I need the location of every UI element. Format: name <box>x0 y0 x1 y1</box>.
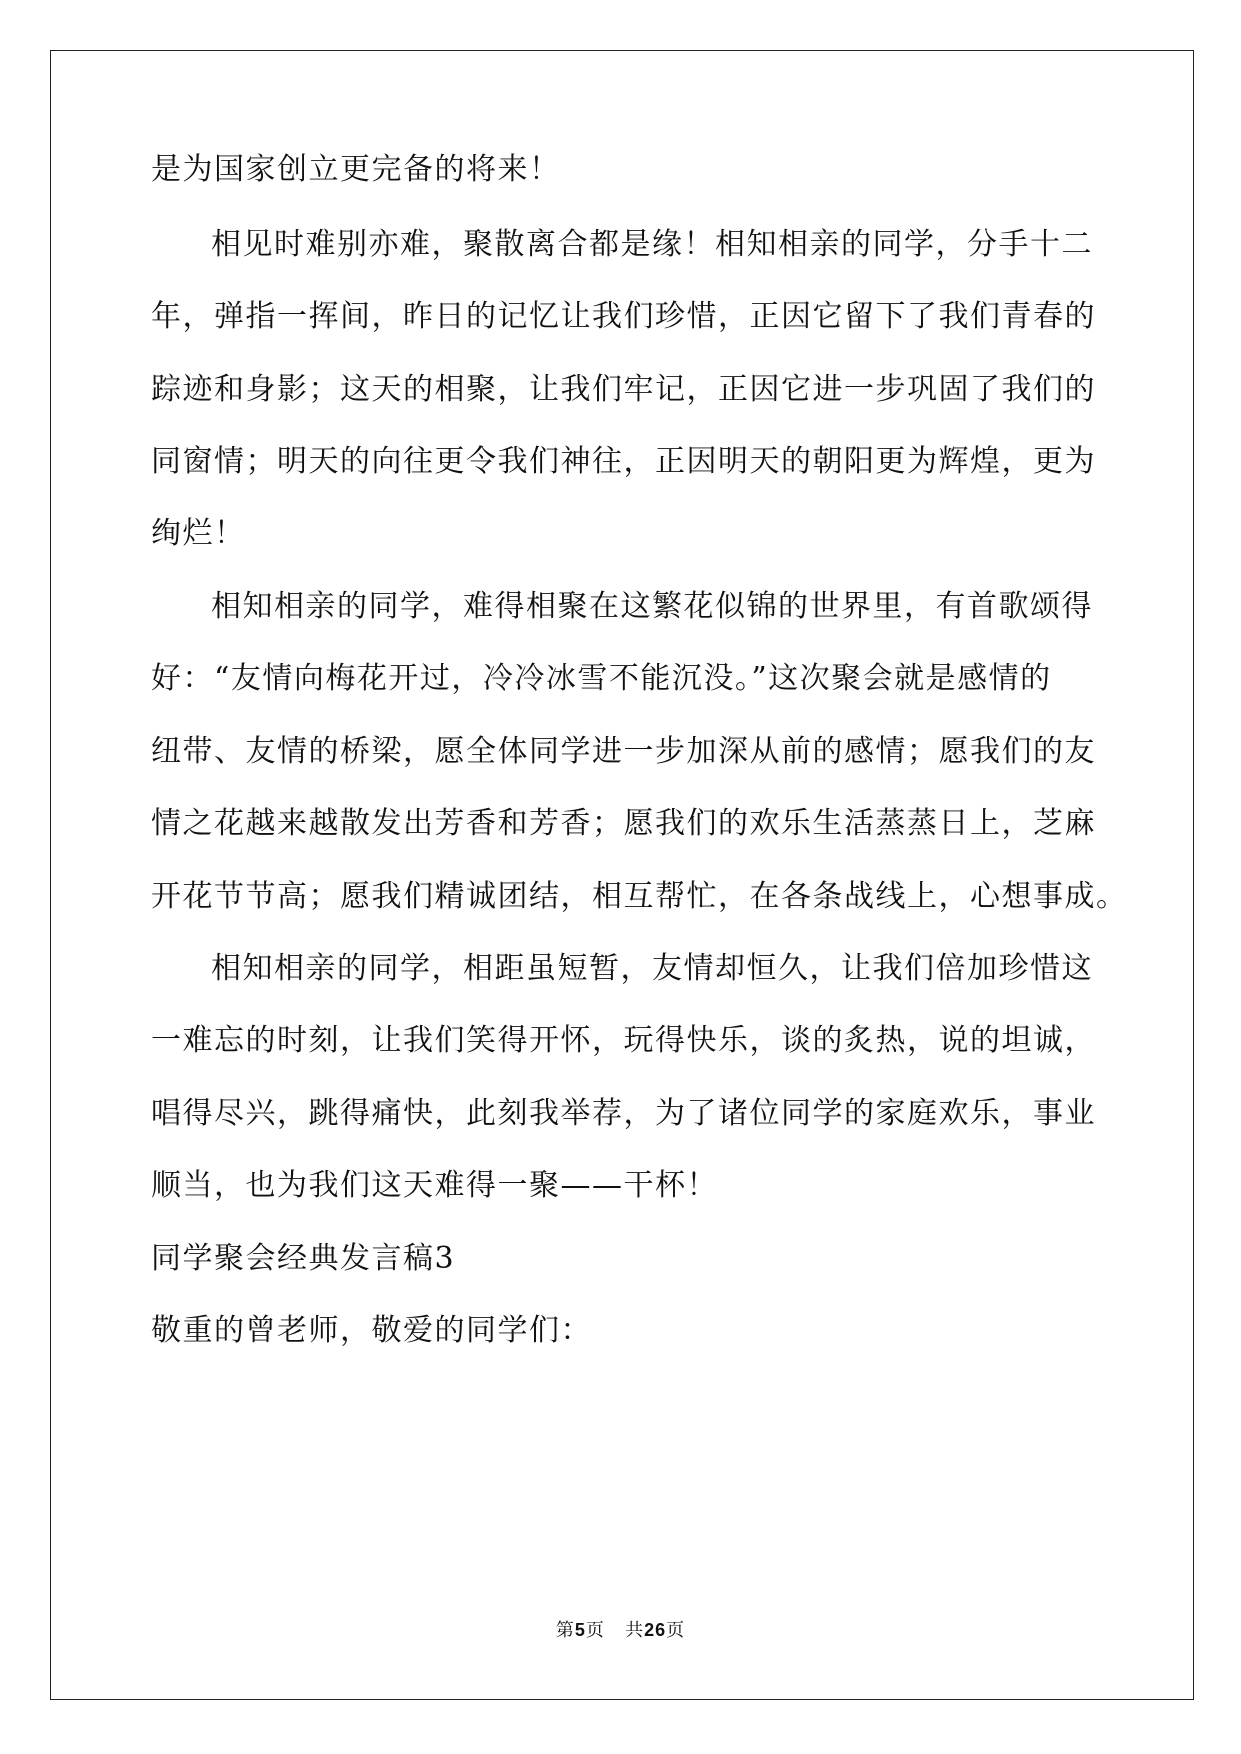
text-line: 好：“友情向梅花开过，冷冷冰雪不能沉没。”这次聚会就是感情的 <box>151 661 1052 696</box>
section-heading: 同学聚会经典发言稿3 <box>151 1241 456 1276</box>
text-line: 是为国家创立更完备的将来！ <box>151 152 561 187</box>
paragraph-start-line: 相见时难别亦难，聚散离合都是缘！相知相亲的同学，分手十二 <box>211 227 1093 262</box>
page-number: 5 <box>574 1620 586 1640</box>
text-line: 同窗情；明天的向往更令我们神往，正因明天的朝阳更为辉煌，更为 <box>151 444 1096 479</box>
text-line: 顺当，也为我们这天难得一聚——干杯！ <box>151 1168 718 1203</box>
text-line: 唱得尽兴，跳得痛快，此刻我举荐，为了诸位同学的家庭欢乐，事业 <box>151 1096 1096 1131</box>
text-line: 情之花越来越散发出芳香和芳香；愿我们的欢乐生活蒸蒸日上，芝麻 <box>151 806 1096 841</box>
text-line: 开花节节高；愿我们精诚团结，相互帮忙，在各条战线上，心想事成。 <box>151 879 1128 914</box>
footer-prefix: 第 <box>555 1620 575 1641</box>
footer-total-prefix: 共 <box>625 1620 645 1641</box>
text-line: 踪迹和身影；这天的相聚，让我们牢记，正因它进一步巩固了我们的 <box>151 372 1096 407</box>
footer-page-unit: 页 <box>585 1620 605 1641</box>
text-line: 年，弹指一挥间，昨日的记忆让我们珍惜，正因它留下了我们青春的 <box>151 299 1096 334</box>
paragraph-start-line: 相知相亲的同学，难得相聚在这繁花似锦的世界里，有首歌颂得 <box>211 589 1093 624</box>
paragraph-start-line: 相知相亲的同学，相距虽短暂，友情却恒久，让我们倍加珍惜这 <box>211 951 1093 986</box>
salutation-line: 敬重的曾老师，敬爱的同学们： <box>151 1313 592 1348</box>
text-line: 纽带、友情的桥梁，愿全体同学进一步加深从前的感情；愿我们的友 <box>151 734 1096 769</box>
total-pages: 26 <box>644 1620 667 1640</box>
text-line: 一难忘的时刻，让我们笑得开怀，玩得快乐，谈的炙热，说的坦诚， <box>151 1023 1096 1058</box>
page-footer <box>0 1618 1241 1643</box>
text-line: 绚烂！ <box>151 516 246 551</box>
footer-total-unit: 页 <box>666 1620 686 1641</box>
